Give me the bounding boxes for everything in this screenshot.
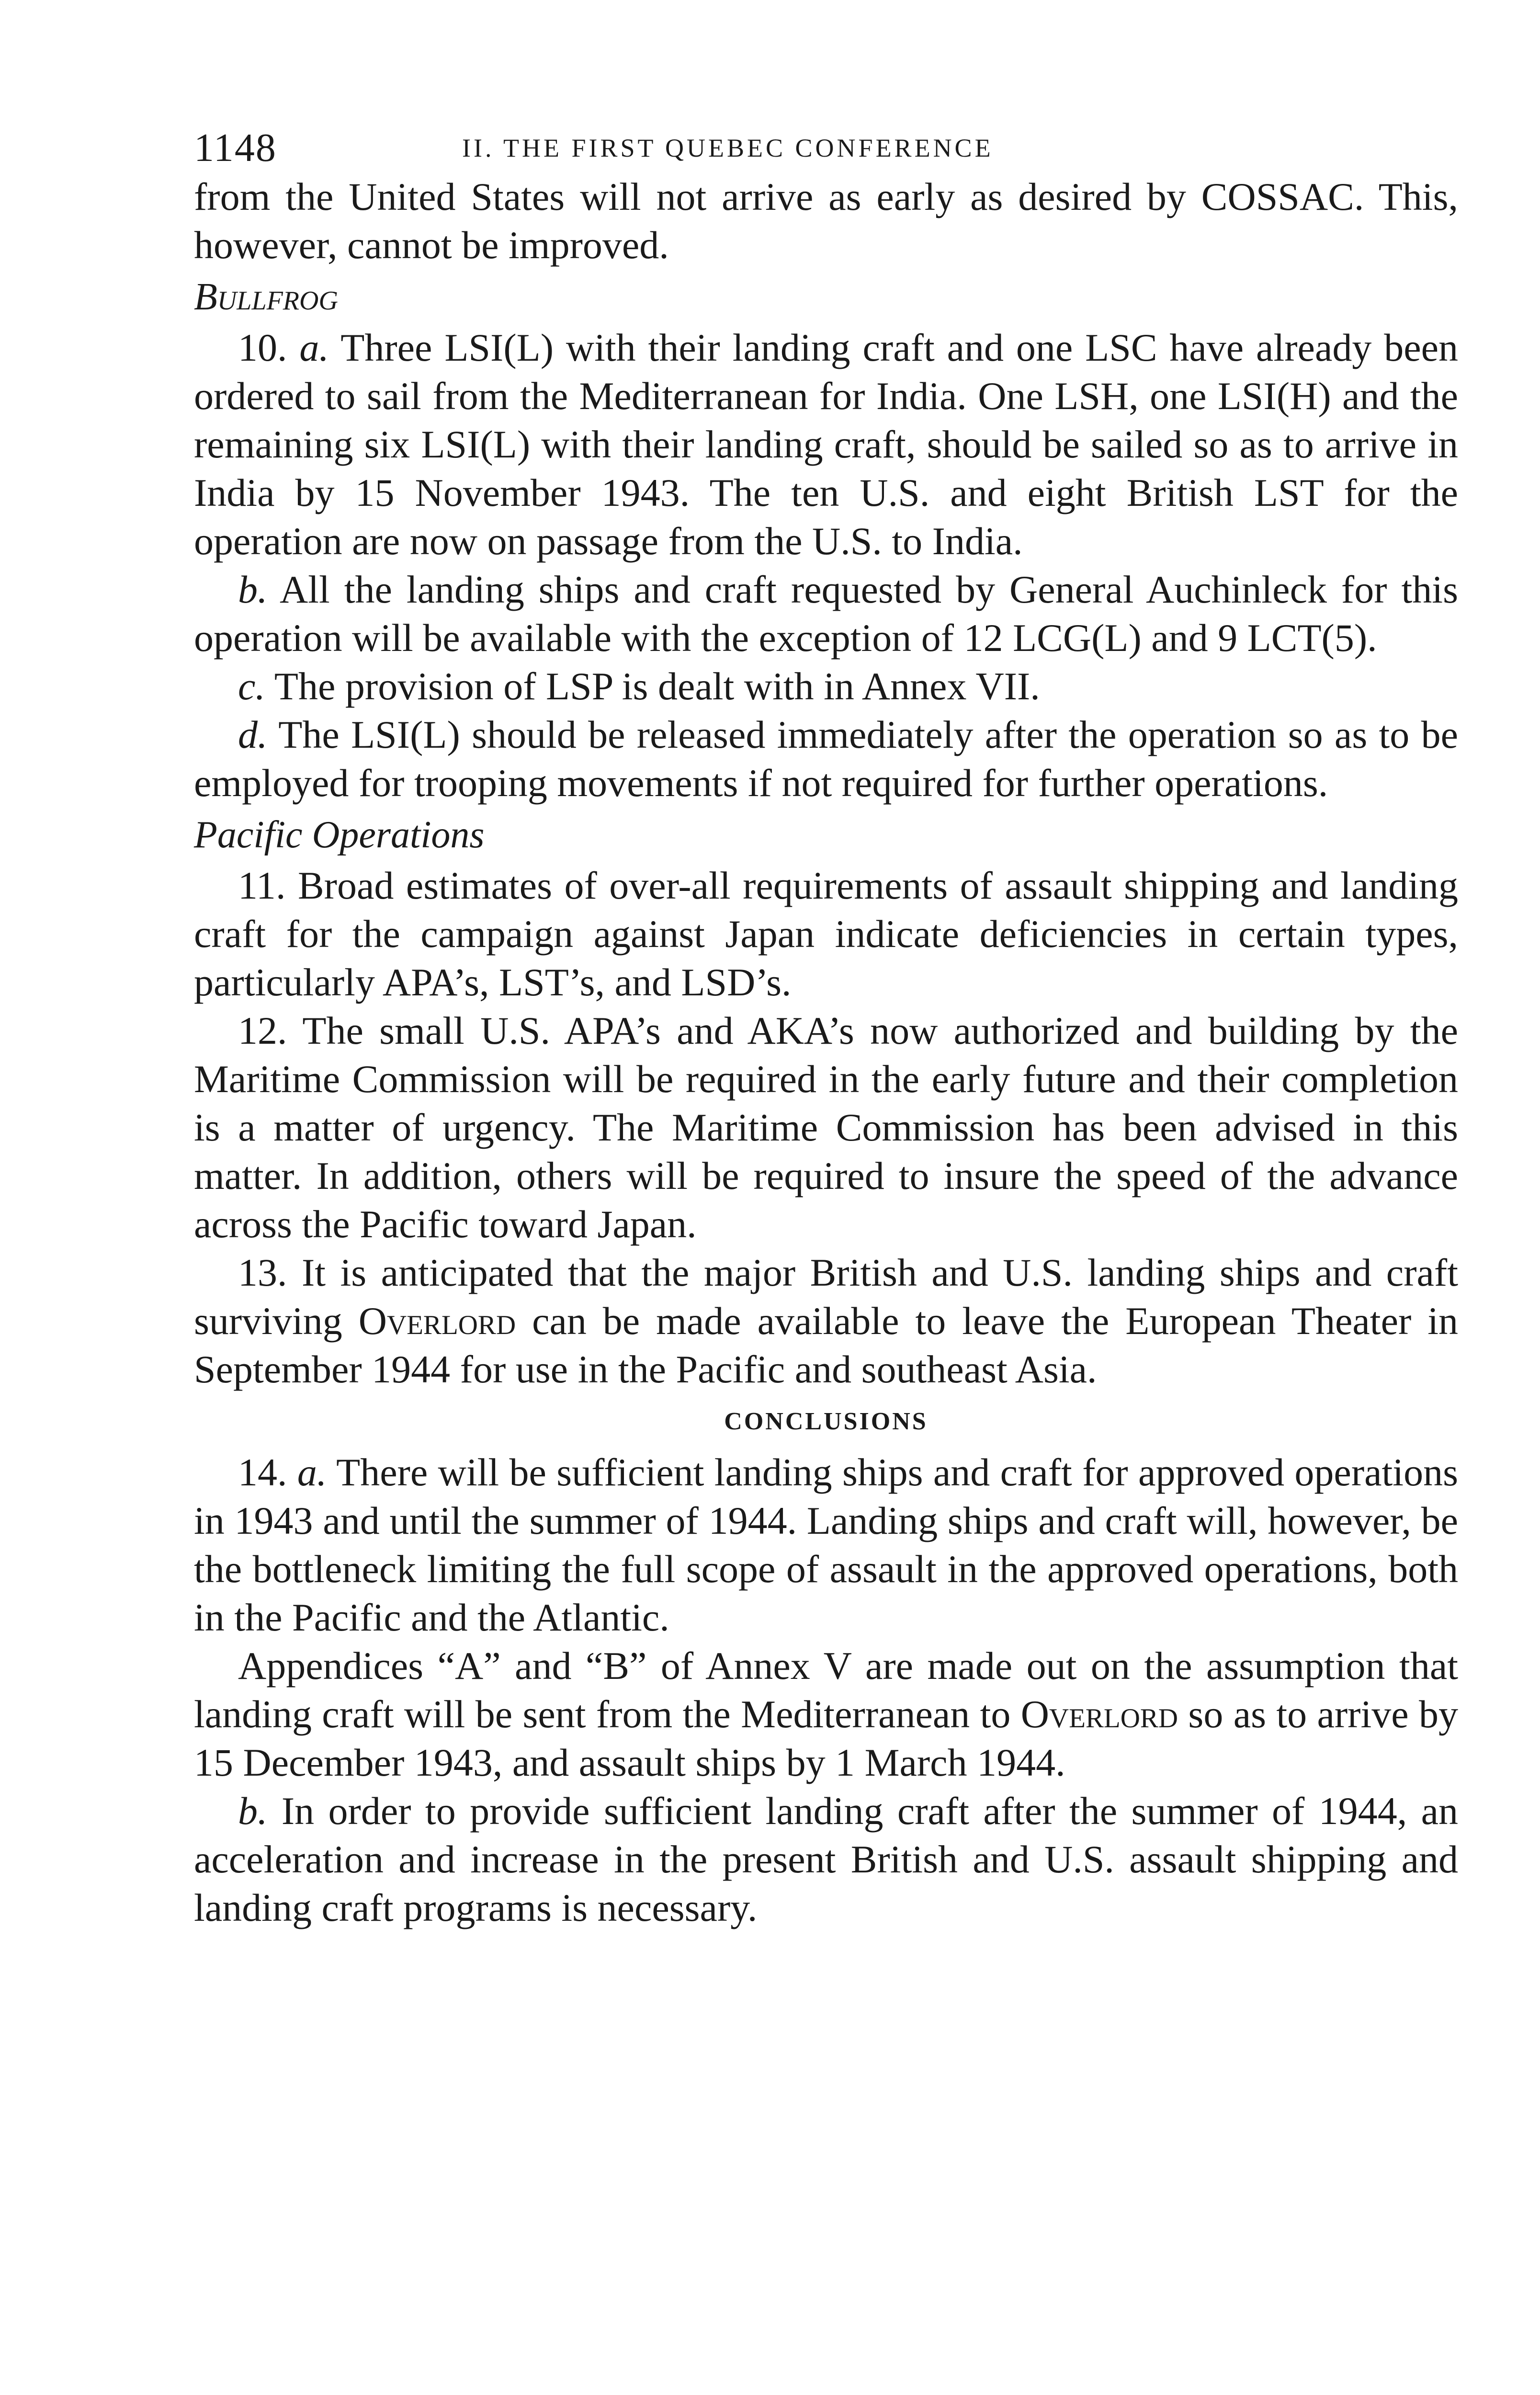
page-number: 1148: [194, 125, 277, 170]
item-letter: a.: [299, 326, 329, 369]
paragraph-text: All the landing ships and craft requested by General Auchinleck for this operation will be available with the exception of 12 LCG(L) and 9 LCT(5).: [194, 568, 1458, 660]
paragraph-continued: from the United States will not arrive as early as desired by COSSAC. This, however, cannot be improved.: [194, 175, 1458, 267]
paragraph-13: [194, 1248, 1458, 1393]
paragraph-text: The LSI(L) should be released immediately after the operation so as to be employed for trooping movements if not required for further operations.: [194, 713, 1458, 805]
paragraph-10c: [194, 662, 1458, 710]
document-page: [194, 120, 1458, 1932]
section-heading-bullfrog: Bullfrog: [194, 276, 338, 318]
conclusions-heading: CONCLUSIONS: [724, 1408, 928, 1435]
item-letter: c.: [238, 664, 265, 708]
running-title: II. THE FIRST QUEBEC CONFERENCE: [462, 134, 994, 162]
paragraph-10d: [194, 710, 1458, 807]
paragraph-number: 10.: [238, 326, 300, 369]
operation-name-overlord: Overlord: [1020, 1692, 1178, 1736]
paragraph-text: In order to provide sufficient landing craft after the summer of 1944, an acceleration and increase in the present British and U.S. assault shipping and landing craft programs is necessary.: [194, 1789, 1458, 1929]
paragraph-text: so as to arrive by 15 December 1943, and assault ships by 1 March 1944.: [194, 1692, 1458, 1784]
paragraph-10b: [194, 565, 1458, 662]
paragraph-11: 11. Broad estimates of over-all requirements of assault shipping and landing craft for the campaign against Japan indicate deficiencies in certain types, particularly APA’s, LST’s, and LSD’s.: [194, 864, 1458, 1004]
operation-name-overlord: Overlord: [358, 1299, 516, 1343]
item-letter: a.: [297, 1450, 327, 1494]
item-letter: b.: [238, 568, 268, 611]
paragraph-appendices: [194, 1642, 1458, 1787]
section-heading-pacific: Pacific Operations: [194, 814, 485, 856]
paragraph-text: There will be sufficient landing ships and craft for approved operations in 1943 and until the summer of 1944. Landing ships and craft will, however, be the bottleneck limiting the full scope of assault in the approved operations, both in the Pacific and the Atlantic.: [194, 1450, 1458, 1639]
paragraph-text: can be made available to leave the European Theater in September 1944 for use in the Pacific and southeast Asia.: [194, 1299, 1458, 1391]
paragraph-10a: [194, 323, 1458, 565]
paragraph-12: 12. The small U.S. APA’s and AKA’s now authorized and building by the Maritime Commission will be required in the early future and their completion is a matter of urgency. The Maritime Commission has been advised in this matter. In addition, others will be required to insure the speed of the advance across the Pacific toward Japan.: [194, 1009, 1458, 1246]
paragraph-14a: [194, 1448, 1458, 1642]
paragraph-text: Three LSI(L) with their landing craft and one LSC have already been ordered to sail from the Mediterranean for India. One LSH, one LSI(H) and the remaining six LSI(L) with their landing craft, should be sailed so as to arrive in India by 15 November 1943. The ten U.S. and eight British LST for the operation are now on passage from the U.S. to India.: [194, 326, 1458, 563]
paragraph-text: 13. It is anticipated that the major British and U.S. landing ships and craft surviving: [194, 1251, 1458, 1343]
running-header: [194, 120, 1458, 172]
item-letter: d.: [238, 713, 268, 756]
paragraph-14b: [194, 1787, 1458, 1932]
paragraph-text: The provision of LSP is dealt with in Annex VII.: [265, 664, 1040, 708]
document-body: [194, 172, 1458, 1932]
paragraph-text: Appendices “A” and “B” of Annex V are made out on the assumption that landing craft will be sent from the Mediterranean to: [194, 1644, 1458, 1736]
paragraph-number: 14.: [238, 1450, 297, 1494]
item-letter: b.: [238, 1789, 268, 1833]
